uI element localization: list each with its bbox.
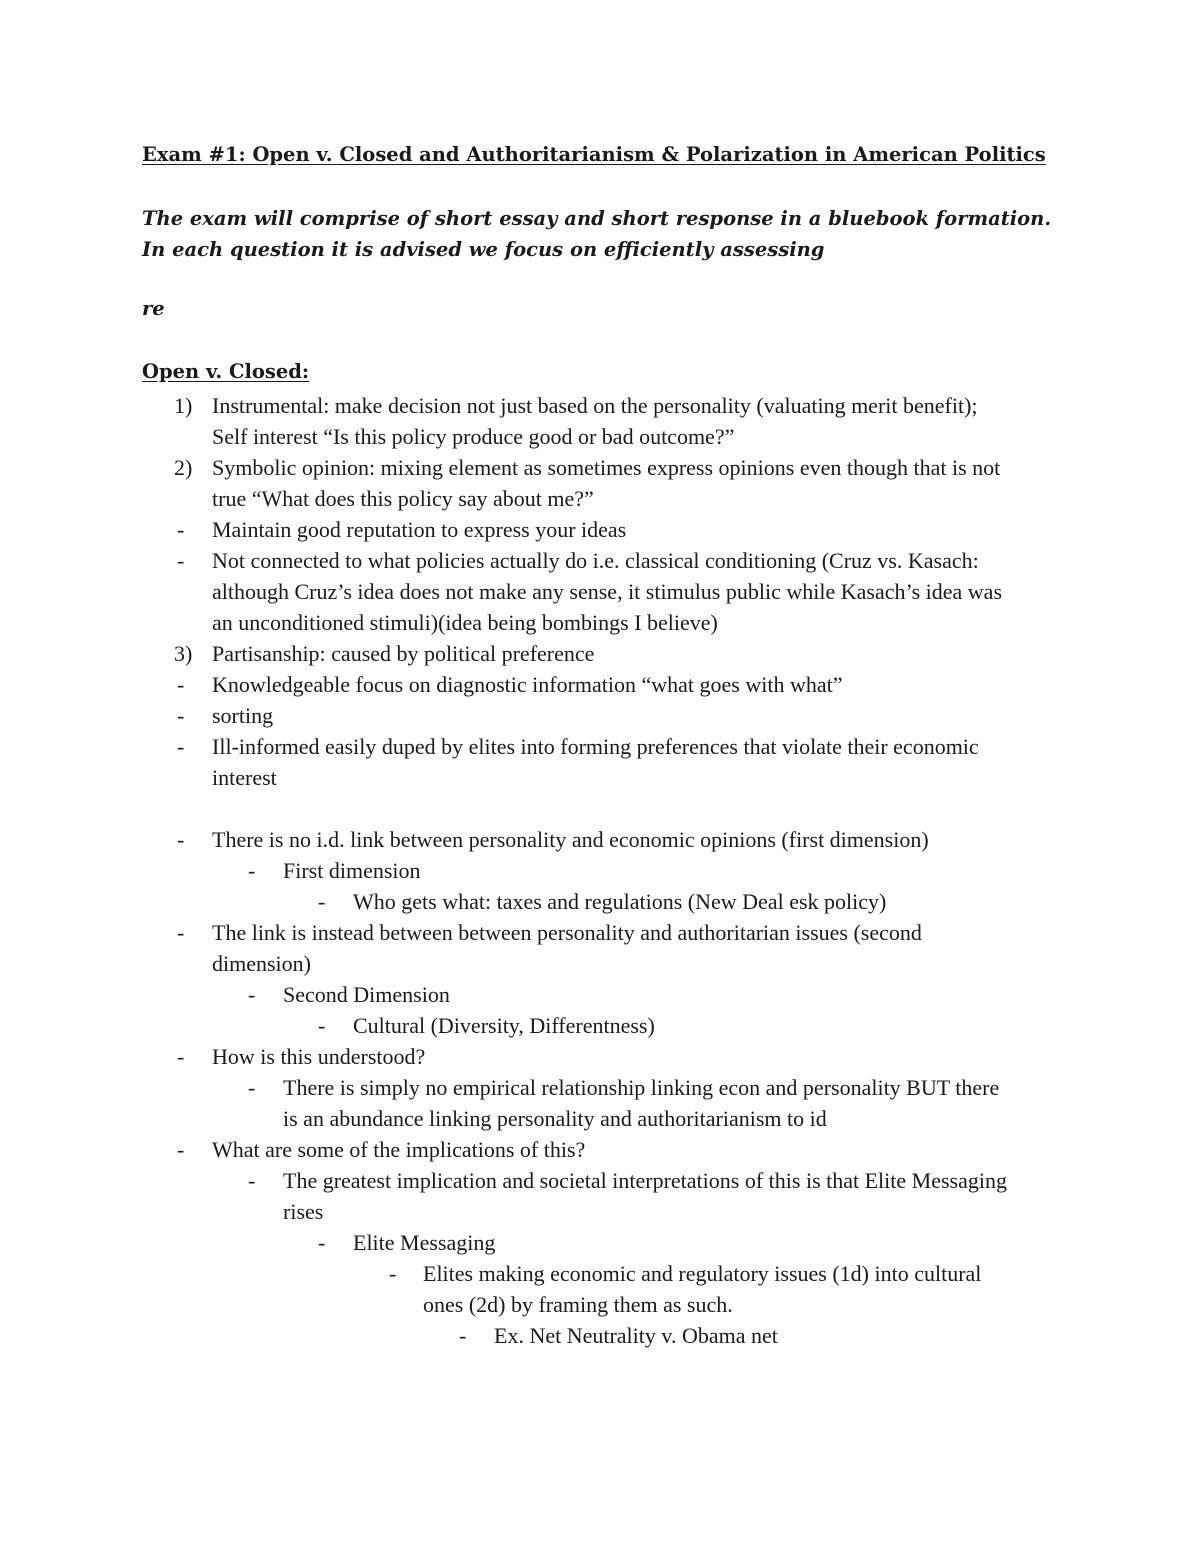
list-item: sorting [212, 703, 274, 728]
list-item: First dimension [283, 858, 421, 883]
list-marker: - [248, 1075, 256, 1100]
list-item: true “What does this policy say about me?” [212, 486, 594, 511]
list-item: Symbolic opinion: mixing element as sometimes express opinions even though that is not [212, 455, 1001, 480]
list-item: Elites making economic and regulatory issues (1d) into cultural [423, 1261, 982, 1286]
list-item: Ill-informed easily duped by elites into forming preferences that violate their economic [212, 734, 979, 759]
fragment-text: re [142, 297, 165, 320]
list-marker: - [177, 1137, 185, 1162]
list-item: interest [212, 765, 277, 790]
list-marker: - [177, 517, 185, 542]
list-item: Instrumental: make decision not just based on the personality (valuating merit benefit); [212, 393, 978, 418]
list-marker: - [318, 1230, 326, 1255]
list-item: Elite Messaging [353, 1230, 496, 1255]
list-item: Cultural (Diversity, Differentness) [353, 1013, 655, 1038]
list-item: Self interest “Is this policy produce good or bad outcome?” [212, 424, 735, 449]
list-marker: 3) [174, 641, 193, 666]
exam-description: The exam will comprise of short essay and short response in a bluebook formation. In each question it is advised we focus on efficiently assessing [142, 207, 1052, 261]
list-item: Maintain good reputation to express your ideas [212, 517, 627, 542]
list-marker: - [248, 858, 256, 883]
list-item: The greatest implication and societal interpretations of this is that Elite Messaging [283, 1168, 1007, 1193]
list-item: an unconditioned stimuli)(idea being bombings I believe) [212, 610, 718, 635]
list-item: The link is instead between between personality and authoritarian issues (second [212, 920, 922, 945]
list-item: Ex. Net Neutrality v. Obama net [494, 1323, 778, 1348]
list-marker: - [177, 548, 185, 573]
list-item: What are some of the implications of this? [212, 1137, 586, 1162]
list-marker: - [177, 672, 185, 697]
list-item: Second Dimension [283, 982, 450, 1007]
list-marker: - [318, 889, 326, 914]
list-marker: - [177, 920, 185, 945]
list-item: There is no i.d. link between personality and economic opinions (first dimension) [212, 827, 929, 852]
list-marker: - [177, 734, 185, 759]
list-item: although Cruz’s idea does not make any sense, it stimulus public while Kasach’s idea was [212, 579, 1003, 604]
list-item: Who gets what: taxes and regulations (New Deal esk policy) [353, 889, 887, 914]
list-marker: - [389, 1261, 397, 1286]
list-marker: 1) [174, 393, 193, 418]
list-marker: 2) [174, 455, 193, 480]
list-item: is an abundance linking personality and authoritarianism to id [283, 1106, 827, 1131]
list-marker: - [248, 982, 256, 1007]
list-item: ones (2d) by framing them as such. [423, 1292, 733, 1317]
list-item: There is simply no empirical relationship linking econ and personality BUT there [283, 1075, 1000, 1100]
list-marker: - [177, 827, 185, 852]
list-marker: - [177, 1044, 185, 1069]
list-item: Not connected to what policies actually do i.e. classical conditioning (Cruz vs. Kasach: [212, 548, 979, 573]
document-title: Exam #1: Open v. Closed and Authoritarianism & Polarization in American Politics [142, 143, 1046, 166]
list-marker: - [318, 1013, 326, 1038]
list-marker: - [177, 703, 185, 728]
list-marker: - [459, 1323, 467, 1348]
list-item: rises [283, 1199, 324, 1224]
list-item: How is this understood? [212, 1044, 426, 1069]
list-marker: - [248, 1168, 256, 1193]
list-item: Partisanship: caused by political preference [212, 641, 595, 666]
list-item: dimension) [212, 951, 311, 976]
list-item: Knowledgeable focus on diagnostic information “what goes with what” [212, 672, 843, 697]
section-heading: Open v. Closed: [142, 360, 310, 383]
